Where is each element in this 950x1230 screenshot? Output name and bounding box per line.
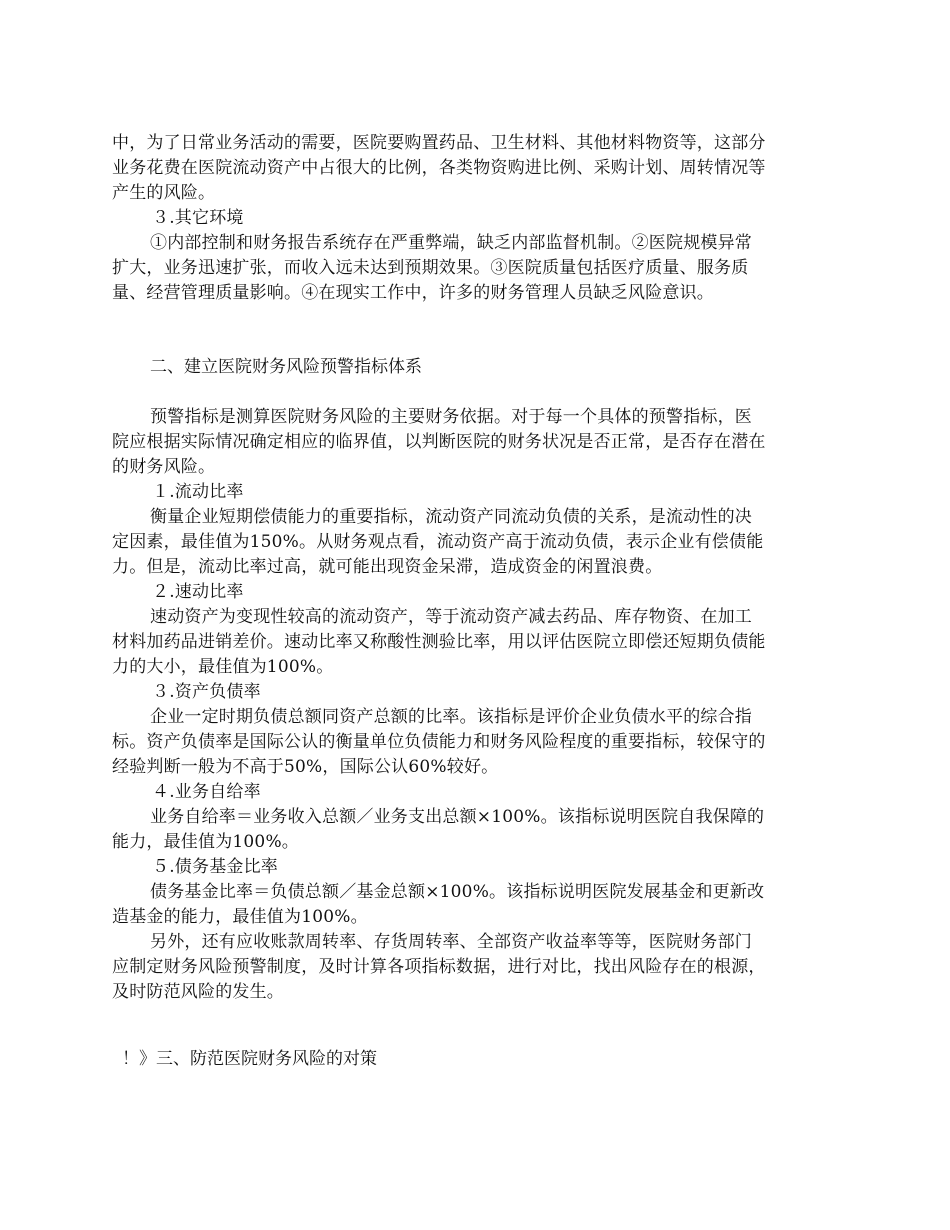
paragraph-indicator-intro: 预警指标是测算医院财务风险的主要财务依据。对于每一个具体的预警指标，医院应根据实际情况确定相应的临界值，以判断医院的财务状况是否正常，是否存在潜在的财务风险。	[112, 407, 766, 477]
paragraph-quick-ratio: 速动资产为变现性较高的流动资产，等于流动资产减去药品、库存物资、在加工材料加药品进销差价。速动比率又称酸性测验比率，用以评估医院立即偿还短期负债能力的大小，最佳值为100%。	[112, 607, 766, 677]
section-risk-factors	[112, 131, 767, 306]
section-heading-2: 二、建立医院财务风险预警指标体系	[150, 357, 422, 377]
paragraph-debt-fund-ratio: 债务基金比率＝负债总额／基金总额×100%。该指标说明医院发展基金和更新改造基金的能力，最佳值为100%。	[112, 882, 765, 927]
subheading-current-ratio: １.流动比率	[152, 482, 244, 502]
section-heading-3: ！》三、防范医院财务风险的对策	[122, 1049, 377, 1069]
paragraph-purchasing-risk: 中，为了日常业务活动的需要，医院要购置药品、卫生材料、其他材料物资等，这部分业务花费在医院流动资产中占很大的比例，各类物资购进比例、采购计划、周转情况等产生的风险。	[112, 133, 766, 203]
subheading-quick-ratio: ２.速动比率	[152, 582, 244, 602]
paragraph-other-environment: ①内部控制和财务报告系统存在严重弊端，缺乏内部监督机制。②医院规模异常扩大，业务迅速扩张，而收入远未达到预期效果。③医院质量包括医疗质量、服务质量、经营管理质量影响。④在现实工作中，许多的财务管理人员缺乏风险意识。	[112, 233, 752, 303]
subheading-self-sufficiency-ratio: ４.业务自给率	[152, 782, 261, 802]
subheading-debt-ratio: ３.资产负债率	[152, 682, 261, 702]
paragraph-other-indicators: 另外，还有应收账款周转率、存货周转率、全部资产收益率等等，医院财务部门应制定财务风险预警制度，及时计算各项指标数据，进行对比，找出风险存在的根源，及时防范风险的发生。	[112, 932, 766, 1002]
paragraph-current-ratio: 衡量企业短期偿债能力的重要指标，流动资产同流动负债的关系，是流动性的决定因素，最佳值为150%。从财务观点看，流动资产高于流动负债，表示企业有偿债能力。但是，流动比率过高，就可能出现资金呆滞，造成资金的闲置浪费。	[112, 507, 764, 577]
paragraph-debt-ratio: 企业一定时期负债总额同资产总额的比率。该指标是评价企业负债水平的综合指标。资产负债率是国际公认的衡量单位负债能力和财务风险程度的重要指标，较保守的经验判断一般为不高于50%，国际公认60%较好。	[112, 707, 766, 777]
subheading-debt-fund-ratio: ５.债务基金比率	[152, 857, 279, 877]
subheading-other-environment: ３.其它环境	[152, 208, 244, 228]
paragraph-self-sufficiency-ratio: 业务自给率＝业务收入总额／业务支出总额×100%。该指标说明医院自我保障的能力，最佳值为100%。	[112, 807, 765, 852]
section-warning-indicators	[112, 405, 767, 1005]
